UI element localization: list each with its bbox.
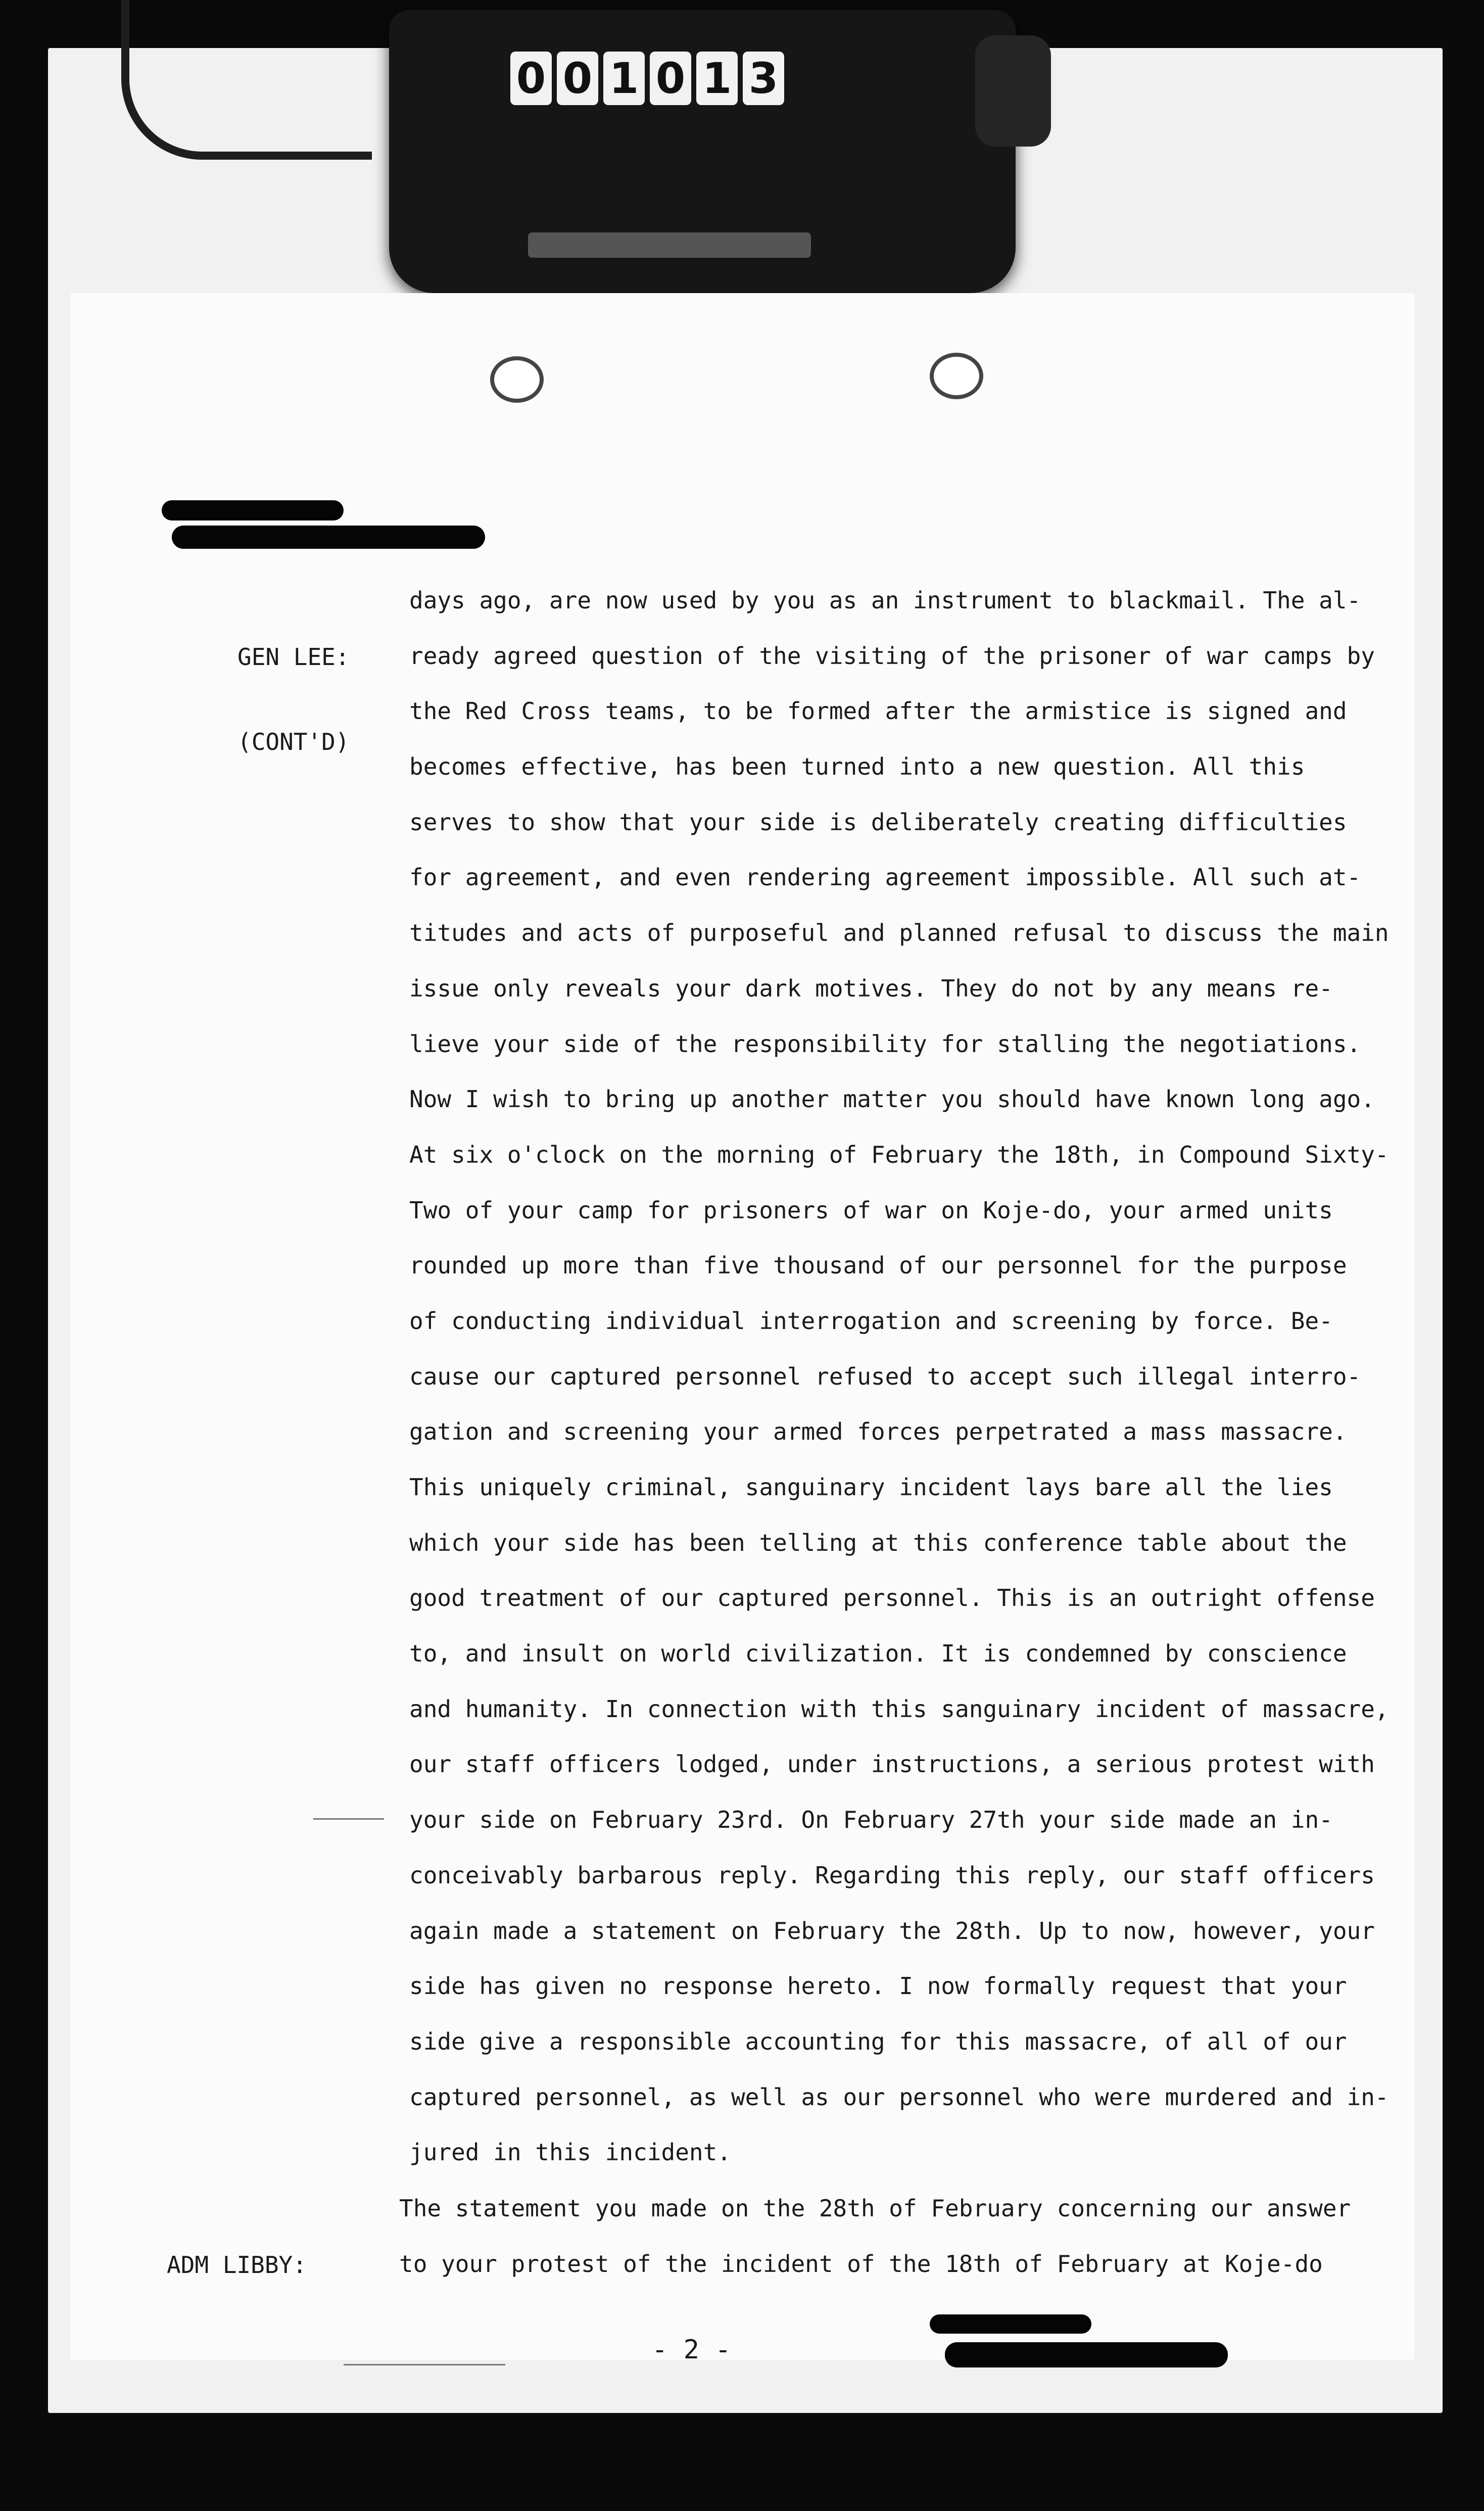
text-line: and humanity. In connection with this sanguinary incident of massacre, (409, 1695, 1389, 1723)
text-line: to your protest of the incident of the 18th of February at Koje-do (399, 2250, 1323, 2278)
text-line: At six o'clock on the morning of February the 18th, in Compound Sixty- (409, 1141, 1389, 1168)
text-line: serves to show that your side is deliberately creating difficulties (409, 808, 1347, 836)
text-line: to, and insult on world civilization. It is condemned by conscience (409, 1640, 1347, 1668)
speaker-name: ADM LIBBY: (167, 2251, 307, 2279)
text-line: our staff officers lodged, under instructions, a serious protest with (409, 1750, 1375, 1778)
document-page (71, 293, 1415, 2360)
text-line: rounded up more than five thousand of our personnel for the purpose (409, 1252, 1347, 1280)
counter-digit: 0 (650, 52, 691, 105)
speaker2-statement (399, 2194, 1390, 2305)
text-line: Now I wish to bring up another matter you should have known long ago. (409, 1085, 1375, 1113)
speaker1-statement (409, 586, 1400, 2194)
counter-digit: 3 (743, 52, 784, 105)
text-line: titudes and acts of purposeful and planned refusal to discuss the main (409, 919, 1389, 947)
text-line: gation and screening your armed forces perpetrated a mass massacre. (409, 1418, 1347, 1446)
text-line: which your side has been telling at this conference table about the (409, 1529, 1347, 1556)
text-line: for agreement, and even rendering agreement impossible. All such at- (409, 864, 1361, 891)
text-line: becomes effective, has been turned into a new question. All this (409, 753, 1305, 781)
speaker-label (167, 2194, 333, 2336)
text-line: again made a statement on February the 28th. Up to now, however, your (409, 1917, 1375, 1945)
text-line: lieve your side of the responsibility for stalling the negotiations. (409, 1030, 1361, 1058)
text-line: side has given no response hereto. I now formally request that your (409, 1972, 1347, 2000)
footer-rule (344, 2364, 505, 2365)
camera-slot (528, 232, 811, 258)
margin-mark (313, 1818, 384, 1820)
speaker-label (237, 586, 404, 813)
text-line: side give a responsible accounting for this massacre, of all of our (409, 2027, 1347, 2055)
text-line: captured personnel, as well as our personnel who were murdered and in- (409, 2083, 1389, 2111)
frame-counter (510, 48, 784, 109)
counter-digit: 0 (510, 52, 552, 105)
text-line: of conducting individual interrogation and screening by force. Be- (409, 1307, 1333, 1335)
text-line: ready agreed question of the visiting of the prisoner of war camps by (409, 642, 1375, 670)
text-line: cause our captured personnel refused to accept such illegal interro- (409, 1362, 1361, 1390)
redaction-bar (172, 526, 485, 549)
text-line: The statement you made on the 28th of February concerning our answer (399, 2195, 1351, 2222)
camera-dial (975, 35, 1051, 147)
text-line: days ago, are now used by you as an instrument to blackmail. The al- (409, 587, 1361, 614)
text-line: your side on February 23rd. On February 27th your side made an in- (409, 1806, 1333, 1834)
punch-hole-left (490, 356, 544, 403)
redaction-bar (162, 500, 344, 520)
text-line: the Red Cross teams, to be formed after the armistice is signed and (409, 697, 1347, 725)
text-line: good treatment of our captured personnel. This is an outright offense (409, 1584, 1375, 1612)
counter-digit: 0 (557, 52, 598, 105)
redaction-bar (930, 2314, 1091, 2334)
redaction-bar (945, 2342, 1228, 2367)
page-number: - 2 - (652, 2335, 731, 2365)
speaker-name: GEN LEE: (237, 643, 350, 671)
text-line: This uniquely criminal, sanguinary incident lays bare all the lies (409, 1474, 1333, 1501)
text-line: conceivably barbarous reply. Regarding this reply, our staff officers (409, 1861, 1375, 1889)
counter-digit: 1 (696, 52, 738, 105)
speaker-continued: (CONT'D) (237, 728, 350, 755)
punch-hole-right (930, 353, 983, 399)
text-line: Two of your camp for prisoners of war on Koje-do, your armed units (409, 1196, 1333, 1224)
counter-digit: 1 (603, 52, 645, 105)
text-line: jured in this incident. (409, 2139, 731, 2166)
camera-cable (121, 0, 372, 160)
text-line: issue only reveals your dark motives. They do not by any means re- (409, 974, 1333, 1002)
